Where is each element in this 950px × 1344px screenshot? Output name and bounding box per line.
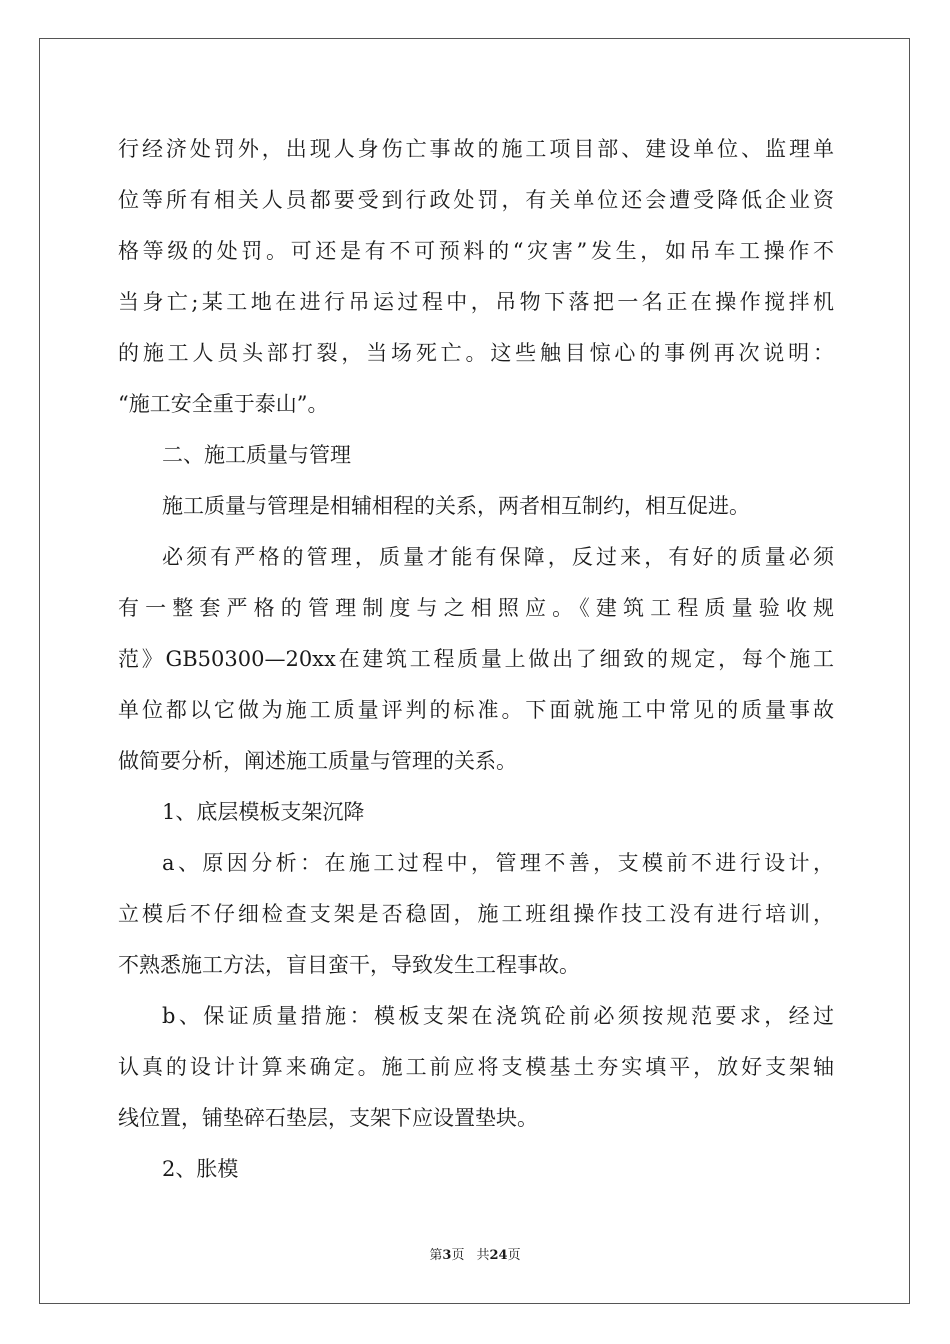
text-line: 认真的设计计算来确定。施工前应将支模基土夯实填平，放好支架轴 — [118, 1055, 834, 1079]
footer-prefix: 第 — [429, 1248, 443, 1263]
document-body — [118, 124, 834, 1195]
text-line: 有一整套严格的管理制度与之相照应。《建筑工程质量验收规 — [118, 596, 834, 620]
text-line: 位等所有相关人员都要受到行政处罚，有关单位还会遭受降低企业资 — [118, 188, 834, 212]
footer-total-prefix: 共 — [476, 1248, 490, 1263]
text-line: a、原因分析：在施工过程中，管理不善，支模前不进行设计， — [162, 851, 834, 875]
text-line: b、保证质量措施：模板支架在浇筑砼前必须按规范要求，经过 — [162, 1004, 834, 1028]
text-line: 1、底层模板支架沉降 — [162, 800, 365, 824]
text-line: 二、施工质量与管理 — [162, 443, 351, 467]
text-line: 当身亡;某工地在进行吊运过程中，吊物下落把一名正在操作搅拌机 — [118, 290, 834, 314]
footer-page-unit: 页 — [451, 1248, 465, 1263]
page-footer — [0, 1248, 950, 1264]
text-line: “施工安全重于泰山”。 — [118, 392, 329, 416]
current-page-number: 3 — [442, 1248, 452, 1263]
text-line: 范》GB50300—20xx在建筑工程质量上做出了细致的规定，每个施工 — [118, 647, 834, 671]
text-line: 立模后不仔细检查支架是否稳固，施工班组操作技工没有进行培训， — [118, 902, 834, 926]
text-line: 的施工人员头部打裂，当场死亡。这些触目惊心的事例再次说明： — [118, 341, 834, 365]
text-line: 做简要分析，阐述施工质量与管理的关系。 — [118, 749, 517, 773]
text-line: 行经济处罚外，出现人身伤亡事故的施工项目部、建设单位、监理单 — [118, 137, 834, 161]
text-line: 格等级的处罚。可还是有不可预料的“灾害”发生，如吊车工操作不 — [118, 239, 834, 263]
total-pages-number: 24 — [489, 1248, 508, 1263]
text-line: 施工质量与管理是相辅相程的关系，两者相互制约，相互促进。 — [162, 494, 750, 518]
text-line: 单位都以它做为施工质量评判的标准。下面就施工中常见的质量事故 — [118, 698, 834, 722]
text-line: 线位置，铺垫碎石垫层，支架下应设置垫块。 — [118, 1106, 538, 1130]
text-line: 必须有严格的管理，质量才能有保障，反过来，有好的质量必须 — [162, 545, 834, 569]
text-line: 不熟悉施工方法，盲目蛮干，导致发生工程事故。 — [118, 953, 580, 977]
text-line: 2、胀模 — [162, 1157, 239, 1181]
footer-total-unit: 页 — [507, 1248, 521, 1263]
